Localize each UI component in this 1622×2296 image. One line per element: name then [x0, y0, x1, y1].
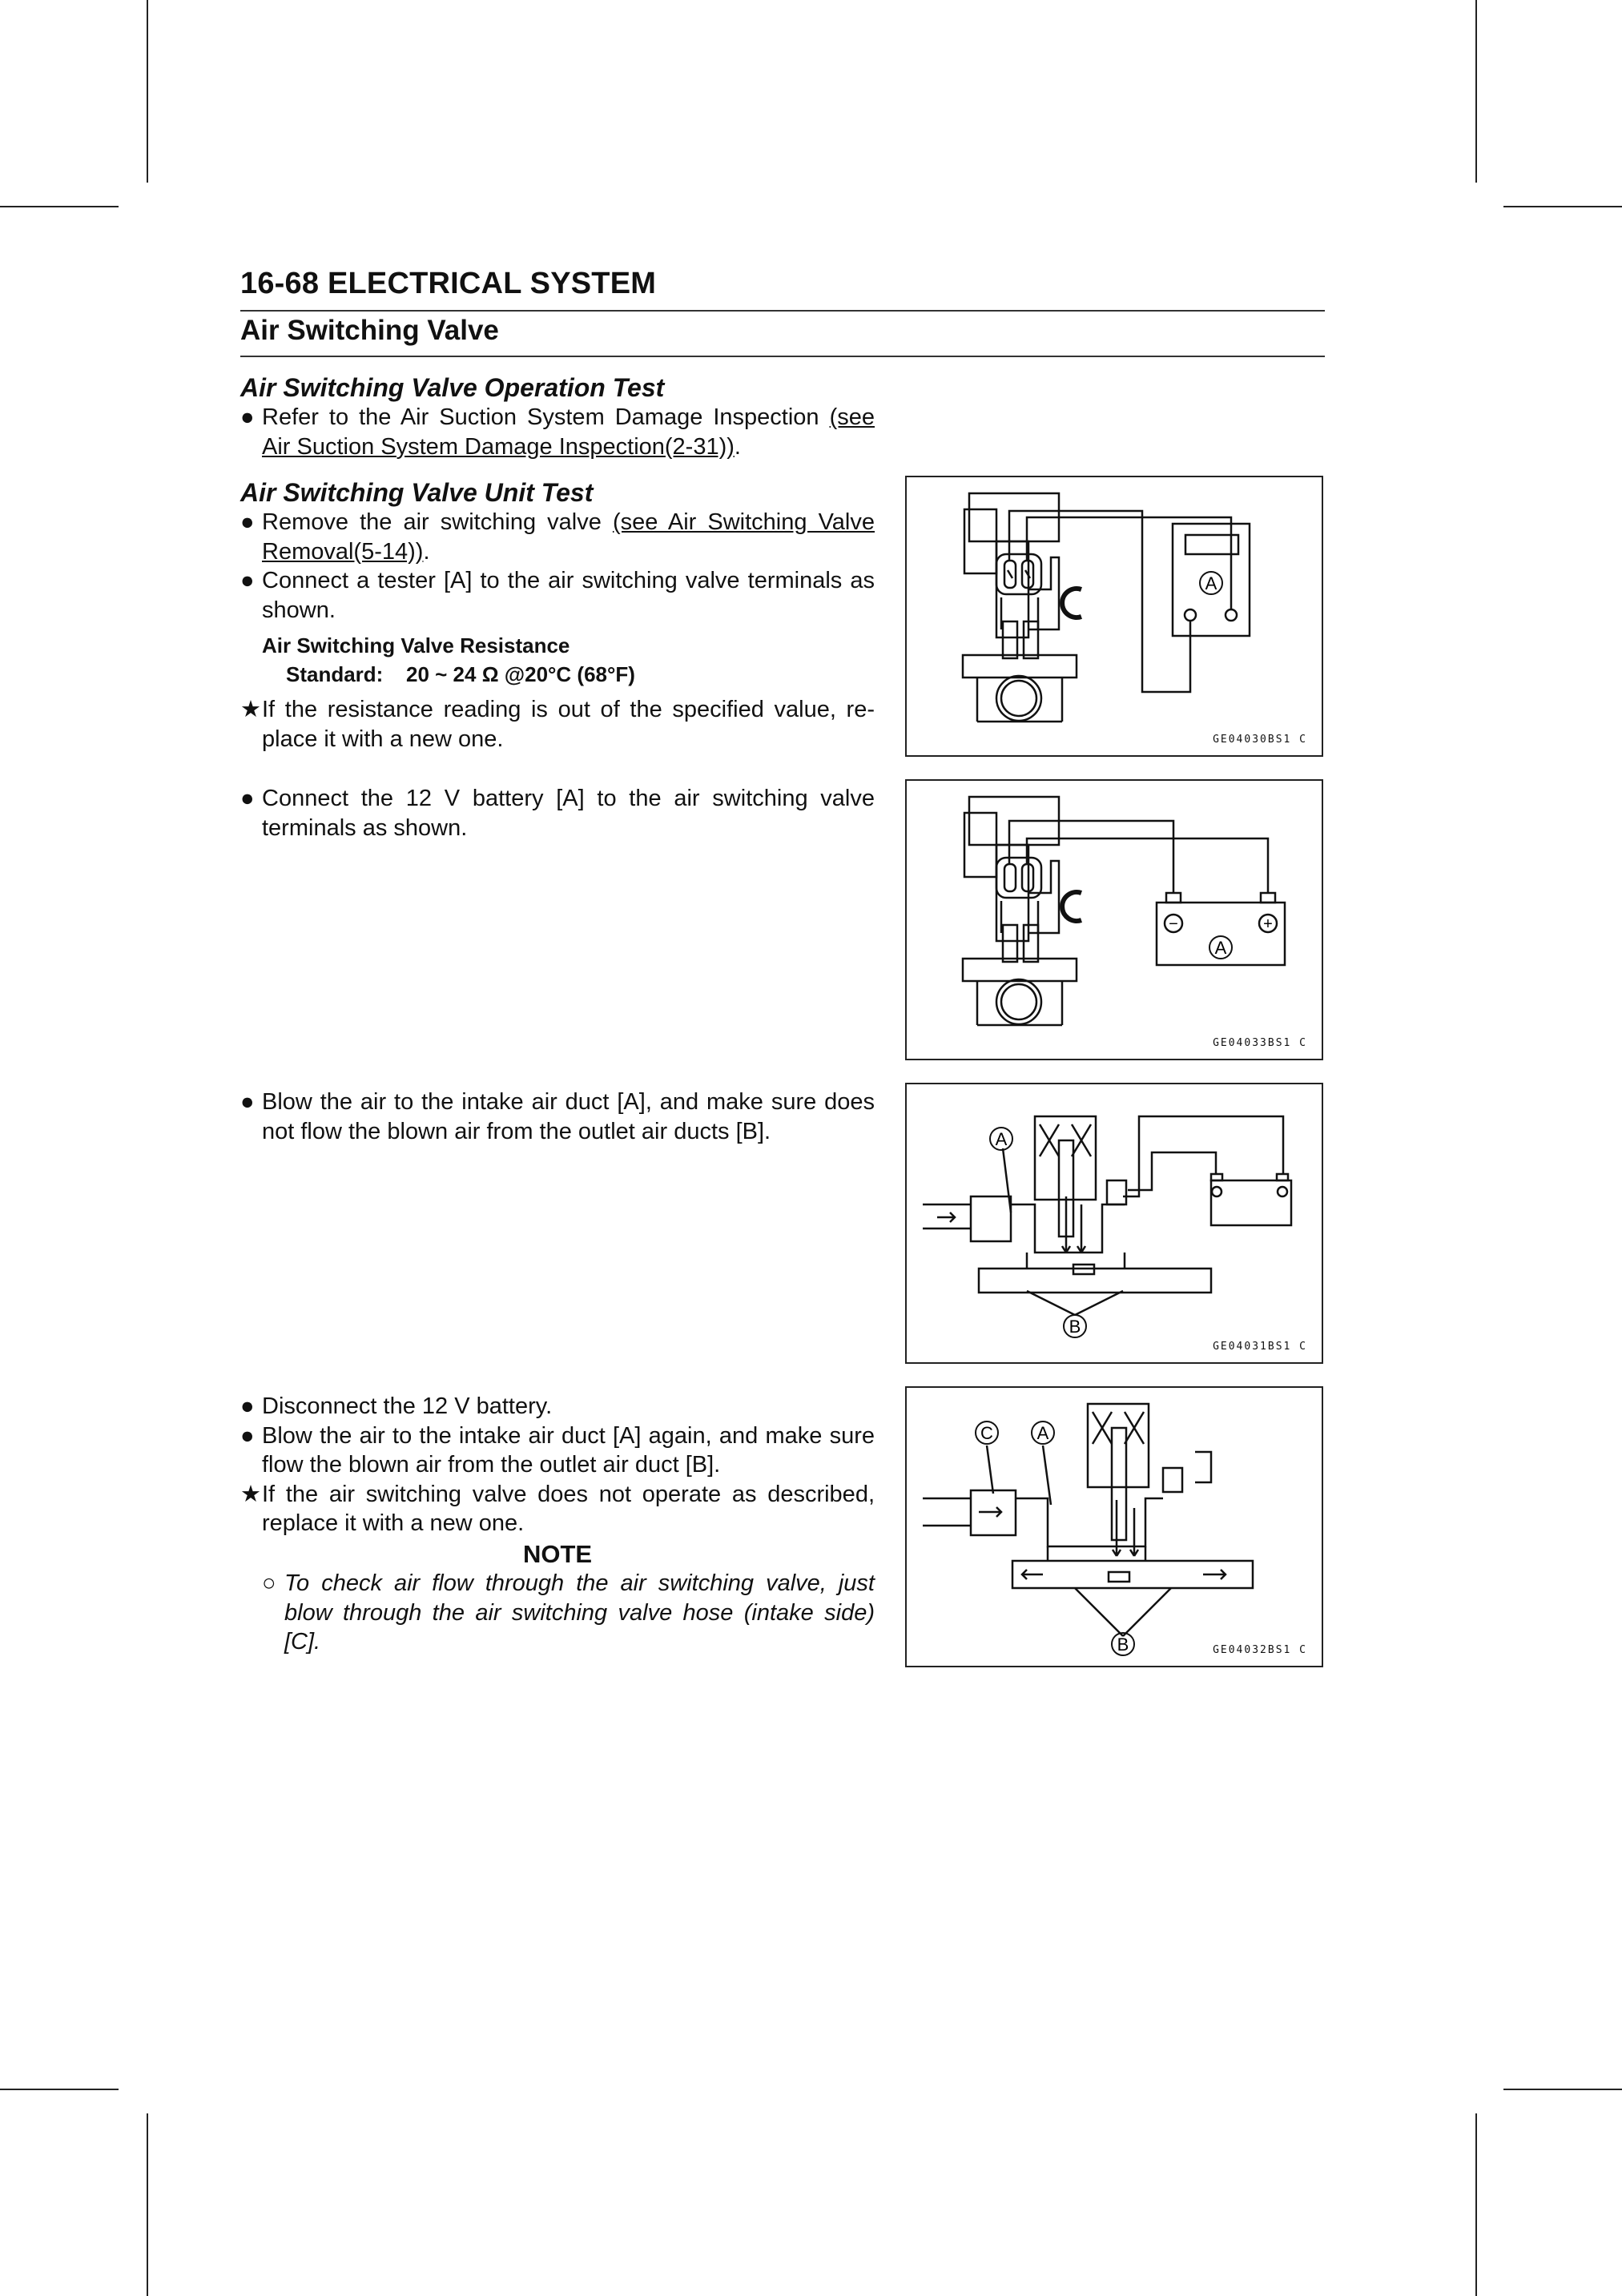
section-title: Air Switching Valve	[240, 315, 499, 346]
blow-step	[240, 1088, 875, 1146]
cross-reference-link[interactable]: (see Air Suction System Damage Inspection(2-31))	[262, 404, 875, 460]
valve-open-section-diagram	[907, 1388, 1322, 1666]
crop-mark	[147, 2113, 148, 2296]
valve-tester-diagram	[907, 477, 1322, 755]
crop-mark	[147, 0, 148, 183]
step-text: If the resistance reading is out of the specified value, re-place it with a new one.	[262, 697, 875, 752]
step-text: If the air switching valve does not operate as described, replace it with a new one.	[262, 1481, 875, 1536]
operation-test-title: Air Switching Valve Operation Test	[240, 373, 665, 402]
plus-terminal: +	[1263, 915, 1273, 933]
operation-test-body	[240, 403, 875, 461]
list-item	[240, 566, 875, 625]
list-item	[240, 1421, 875, 1480]
figure-code: GE04030BS1 C	[1213, 734, 1307, 746]
step-text: Remove the air switching valve	[262, 509, 613, 535]
label-a: A	[995, 1129, 1008, 1149]
bullet-text: Refer to the Air Suction System Damage Inspection	[262, 404, 830, 430]
list-item	[240, 1480, 875, 1538]
list-item	[240, 1392, 875, 1421]
note-item	[240, 1569, 875, 1657]
figure-blow-test	[905, 1083, 1323, 1364]
figure-tester-connection	[905, 476, 1323, 757]
crop-mark	[0, 2089, 119, 2090]
step-text-end: .	[423, 538, 430, 565]
list-item	[240, 1088, 875, 1146]
section-rule	[240, 356, 1325, 357]
note-title: NOTE	[522, 1539, 593, 1568]
bullet-icon: ●	[240, 1089, 255, 1115]
spec-block	[262, 631, 875, 689]
crop-mark	[1503, 206, 1622, 207]
crop-mark	[1475, 0, 1477, 183]
spec-label: Standard:	[286, 662, 384, 686]
list-item	[240, 695, 875, 754]
star-icon: ★	[240, 1481, 261, 1507]
bullet-icon: ●	[240, 1393, 255, 1419]
valve-battery-diagram	[907, 781, 1322, 1059]
spec-row	[262, 660, 875, 689]
header-rule	[240, 310, 1325, 312]
figure-code: GE04033BS1 C	[1213, 1037, 1307, 1049]
unit-test-body	[240, 508, 875, 754]
label-a: A	[1036, 1423, 1049, 1443]
label-a: A	[1205, 573, 1218, 593]
minus-terminal: −	[1169, 915, 1178, 933]
list-item	[240, 403, 875, 461]
unit-test-title: Air Switching Valve Unit Test	[240, 478, 594, 507]
star-icon: ★	[240, 697, 261, 722]
crop-mark	[1475, 2113, 1477, 2296]
list-item	[240, 784, 875, 842]
final-steps	[240, 1392, 875, 1657]
valve-section-diagram	[907, 1084, 1322, 1362]
bullet-icon: ●	[240, 568, 255, 593]
note-text: To check air flow through the air switching valve, just blow through the air switching valve hose (intake side) [C].	[284, 1570, 875, 1655]
bullet-text-end: .	[734, 433, 741, 460]
step-text: Disconnect the 12 V battery.	[262, 1393, 553, 1419]
bullet-icon: ●	[240, 509, 255, 535]
spec-title: Air Switching Valve Resistance	[262, 633, 570, 657]
bullet-icon: ●	[240, 1422, 255, 1449]
step-text: Connect the 12 V battery [A] to the air switching valve terminals as shown.	[262, 786, 875, 841]
cross-reference-link[interactable]: (see Air Switching Valve Removal(5-14))	[262, 509, 875, 565]
step-text: Connect a tester [A] to the air switching valve terminals as shown.	[262, 568, 875, 623]
label-b: B	[1069, 1317, 1081, 1337]
figure-code: GE04031BS1 C	[1213, 1341, 1307, 1353]
figure-battery-connection	[905, 779, 1323, 1060]
figure-code: GE04032BS1 C	[1213, 1644, 1307, 1656]
figure-hose-blow-test	[905, 1386, 1323, 1667]
bullet-icon: ●	[240, 404, 255, 430]
spec-value: 20 ~ 24 Ω @20°C (68°F)	[406, 662, 635, 686]
label-b: B	[1117, 1635, 1129, 1655]
step-text: Blow the air to the intake air duct [A] again, and make sure flow the blown air from the outlet air duct [B].	[262, 1422, 875, 1478]
crop-mark	[1503, 2089, 1622, 2090]
step-text: Blow the air to the intake air duct [A], and make sure does not flow the blown air from the outlet air ducts [B].	[262, 1089, 875, 1144]
hollow-circle-icon: ○	[262, 1570, 276, 1596]
page-header: 16-68 ELECTRICAL SYSTEM	[240, 267, 657, 300]
battery-step	[240, 784, 875, 842]
bullet-icon: ●	[240, 786, 255, 811]
crop-mark	[0, 206, 119, 207]
label-a: A	[1214, 938, 1227, 958]
list-item	[240, 508, 875, 566]
label-c: C	[980, 1423, 993, 1443]
